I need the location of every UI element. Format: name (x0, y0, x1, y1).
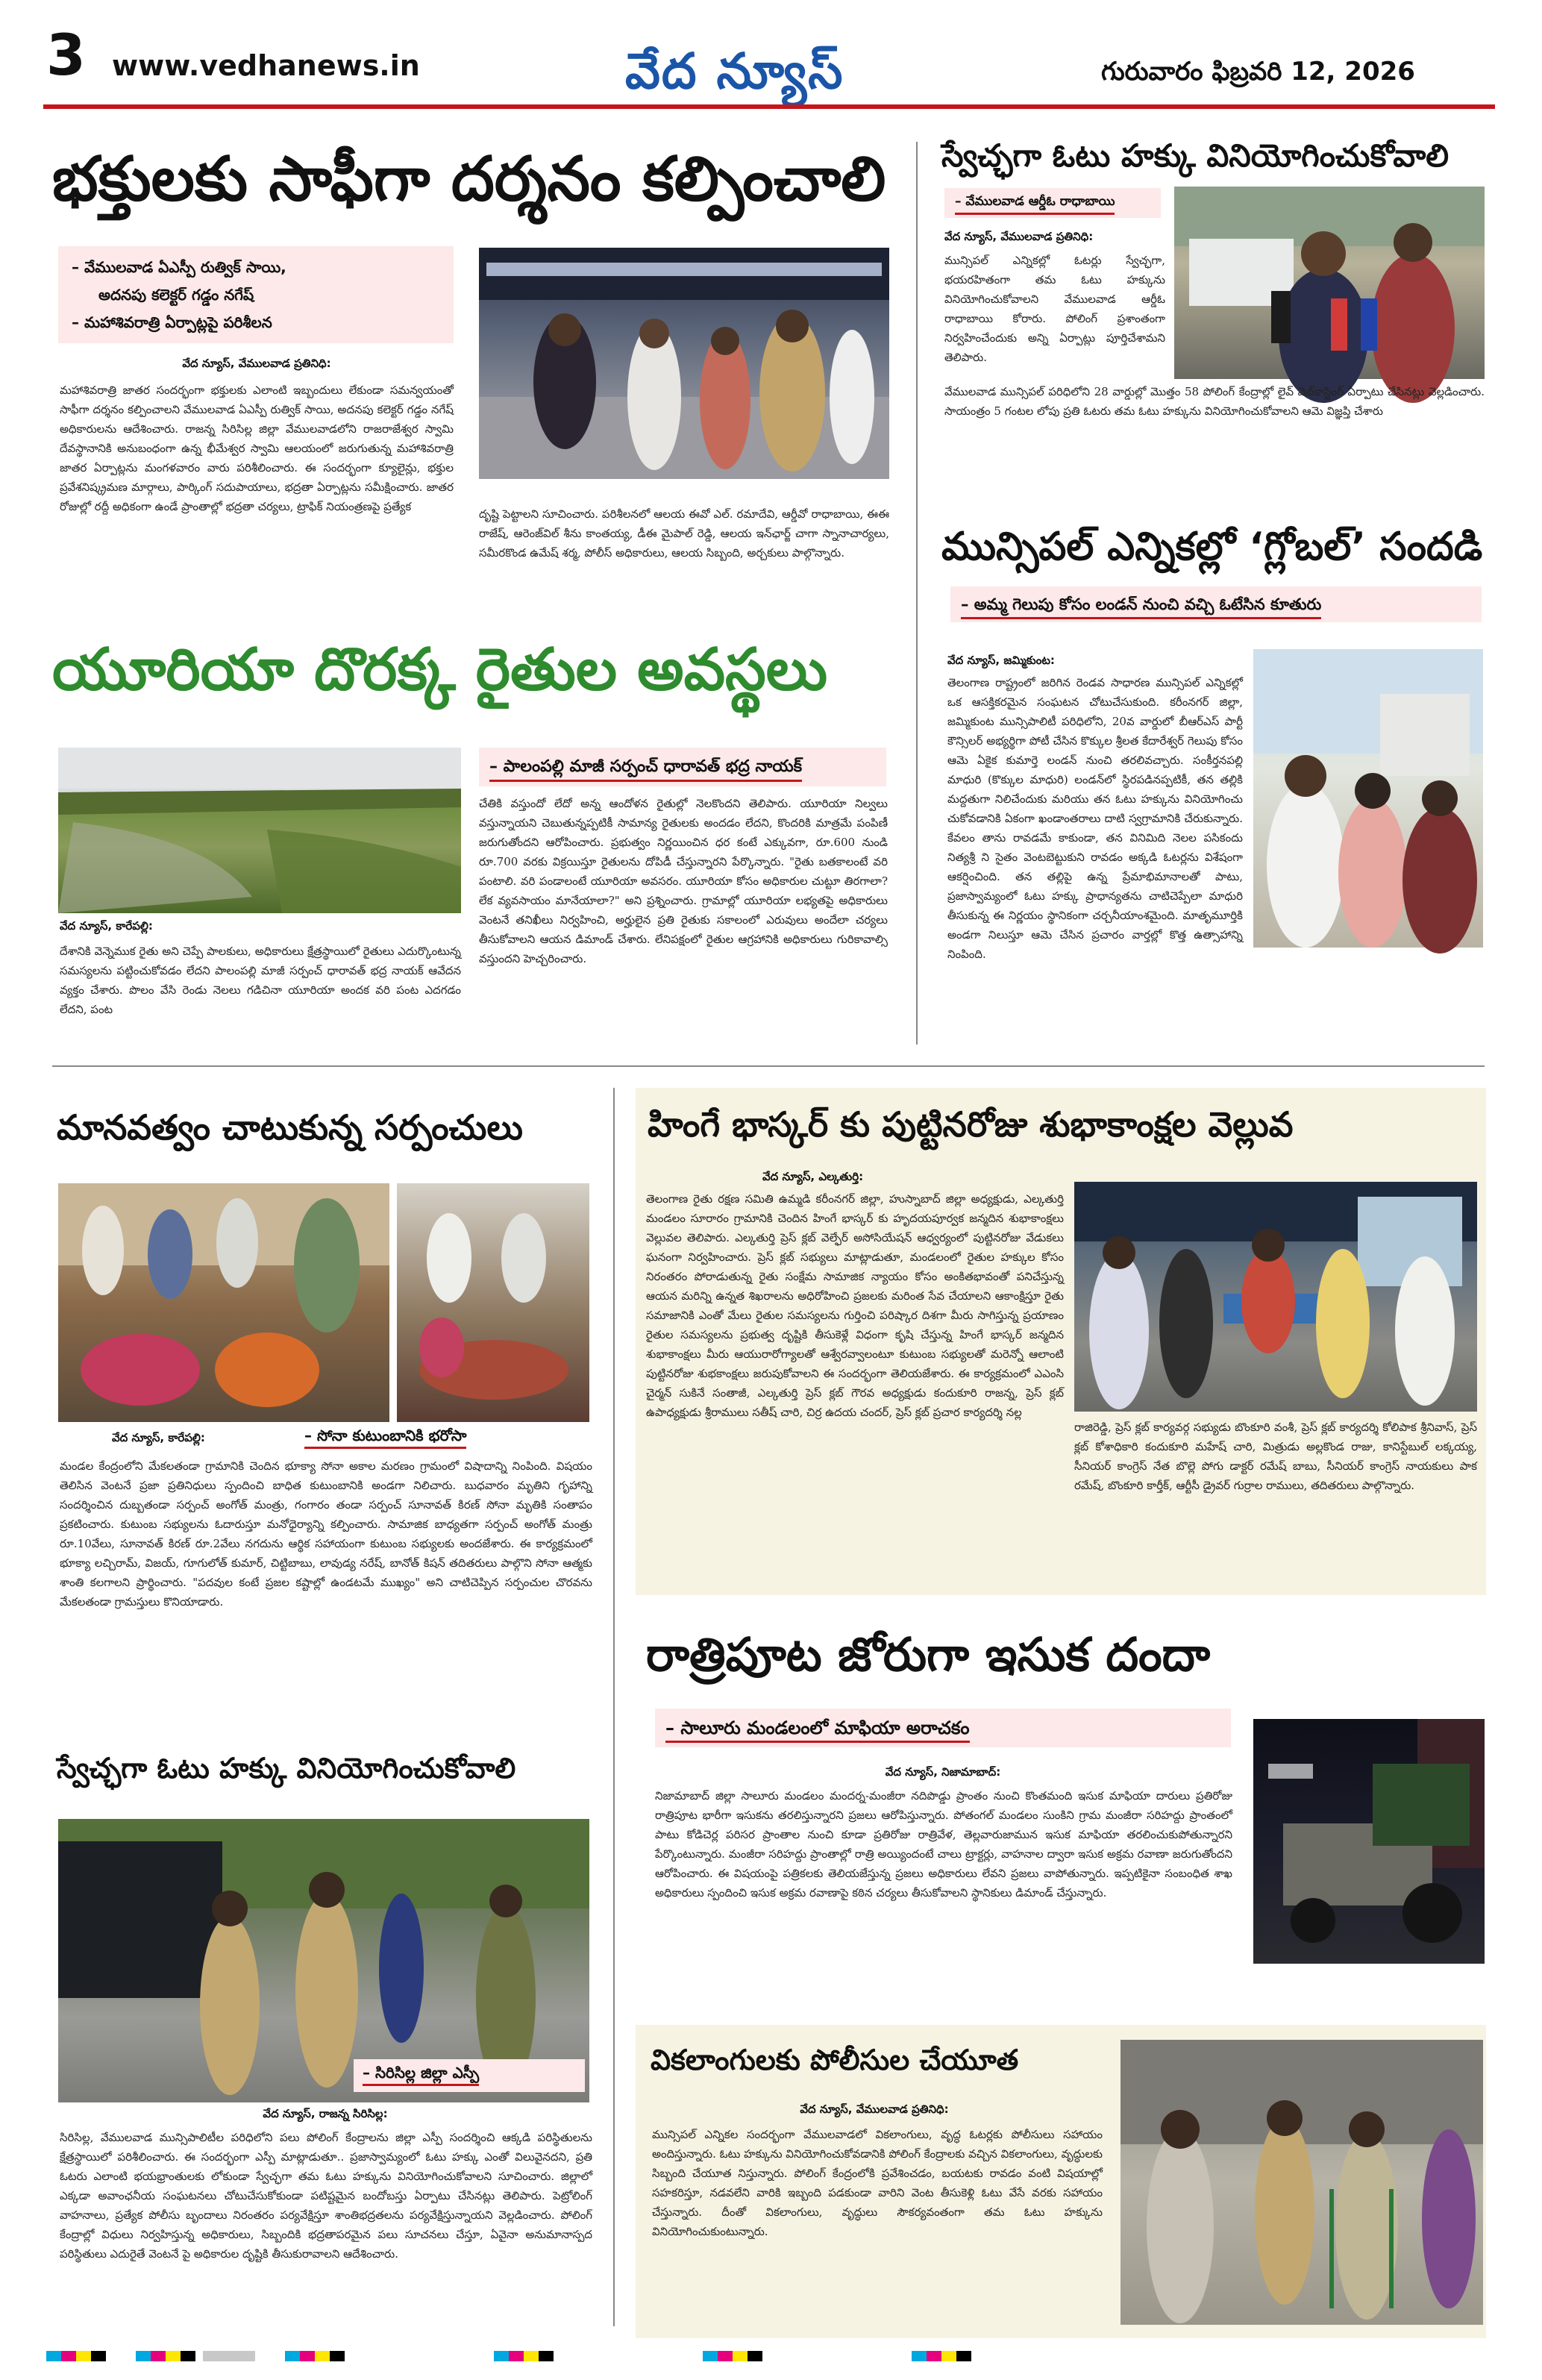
header-rule (43, 104, 1495, 109)
story3-headline: స్వేచ్ఛగా ఓటు హక్కు వినియోగించుకోవాలి (941, 137, 1449, 174)
column-divider-bottom (613, 1088, 615, 2326)
story4-subhead: – అమ్మ గెలుపు కోసం లండన్ నుంచి వచ్చి ఓటేసిన కూతురు (950, 586, 1482, 622)
story5-caption: – సోనా కుటుంబానికి భరోసా (295, 1422, 589, 1452)
story2-subhead: – పాలంపల్లి మాజీ సర్పంచ్ ధారావత్ భద్ర నాయక్ (479, 748, 886, 786)
story3-photo (1174, 187, 1485, 379)
story3-subhead: – వేములవాడ ఆర్డీఓ రాధాబాయి (944, 188, 1161, 218)
page-number: 3 (46, 22, 86, 88)
story7-subhead: – సాలూరు మండలంలో మాఫియా అరాచకం (655, 1709, 1231, 1747)
story4-body-cont (947, 942, 1483, 1024)
story7-photo (1253, 1719, 1485, 1964)
story4-dateline: వేద న్యూస్, జమ్మికుంట: (947, 654, 1055, 667)
story2-body-right: చేతికి వస్తుందో లేదో అన్న ఆందోళన రైతుల్లో నెలకొందని తెలిపారు. యూరియా నిల్వలు వస్తున్నాయని చెబుతున్నప్పటికీ సామాన్య రైతులకు అందడం లేదని, కొందరికి మాత్రమే పంపిణీ జరుగుతోందని ఆరోపించారు. ప్రభుత్వం నిర్ణయించిన ధర కంటే ఎక్కువగా, రూ.600 నుండి రూ.700 వరకు విక్రయిస్తూ రైతులను దోపిడీ చేస్తున్నారని పేర్కొన్నారు. "రైతు బతకాలంటే వరి పంటాలి. వరి పండాలంటే యూరియా అవసరం. యూరియా కోసం అధికారుల చుట్టూ తిరగాలా? లేక వ్యవసాయం మానేయాలా?" అని ప్రశ్నించారు. గ్రామాల్లో యూరియా లభ్యతపై అధికారులు వెంటనే తనిఖీలు నిర్వహించి, అర్హులైన ప్రతి రైతుకు సకాలంలో ఎరువులు అందేలా చర్యలు తీసుకోవాలని ఆయన డిమాండ్ చేశారు. లేనిపక్షంలో రైతుల ఆగ్రహానికి అధికారులు గురికావాల్సి వస్తుందని హెచ్చరించారు. (479, 797, 888, 965)
story3-dateline: వేద న్యూస్, వేములవాడ ప్రతినిధి: (944, 230, 1094, 243)
story9-headline: వికలాంగులకు పోలీసుల చేయూత (651, 2044, 1019, 2076)
story6-body: తెలంగాణ రైతు రక్షణ సమితి ఉమ్మడి కరీంనగర్ జిల్లా, హుస్నాబాద్ జిల్లా అధ్యక్షుడు, ఎల్కతుర్తి మండలం సూరారం గ్రామానికి చెందిన హింగే భాస్కర్ కు హృదయపూర్వక జన్మదిన శుభాకాంక్షలు వెల్లువల తెలిపారు. ఎల్కతుర్తి ప్రెస్ క్లబ్ వెల్ఫేర్ అసోసియేషన్ ఆధ్వర్యంలో పుట్టినరోజు వేడుకలు ఘనంగా నిర్వహించారు. ప్రెస్ క్లబ్ సభ్యులు మాట్లాడుతూ, మండలంలో రైతుల హక్కుల కోసం నిరంతరం పోరాడుతున్న రైతు సంక్షేమ సామాజిక న్యాయం కోసం అంకితభావంతో పనిచేస్తున్న ఆయన మరిన్ని ఉన్నత శిఖరాలను అధిరోహించి ప్రజలకు మరింత సేవ చేయాలని ఆకాంక్షిస్తూ రైతు సమాజానికి ఎంతో మేలు రైతుల సమస్యలను గుర్తించి పరిష్కార దిశగా మీరు సాగిస్తున్న ప్రయాణం రైతుల సమస్యలను ప్రభుత్వ దృష్టికి తీసుకెళ్లే విధంగా కృషి చేస్తున్న హింగే భాస్కర్ జన్మదిన శుభాకాంక్షలు మీరు ఆయురారోగ్యాలతో ఆశ్వేరవ్వాలంటూ కుటుంబ సభ్యులతో మరెన్నో ఆలాంటి పుట్టినరోజు శుభకాంక్షలు జరుపుకోవాలని ఈ సందర్భంగా తెలియజేశారు. ఈ కార్యక్రమంలో ఎఎంసి చైర్మన్ సుకినే సంతాజీ, ఎల్కతుర్తి ప్రెస్ క్లబ్ గౌరవ అధ్యక్షుడు కందుకూరి రాజన్న, ప్రెస్ క్లబ్ ఉపాధ్యక్షుడు శ్రీరాములు సతీష్ చారి, చిర్ర ఉదయ చందర్, ప్రెస్ క్లబ్ ప్రచార కార్యదర్శి నల్ల (646, 1192, 1064, 1419)
story8-body: సిరిసిల్ల, వేములవాడ మున్సిపాలిటీల పరిధిలోని పలు పోలింగ్ కేంద్రాలను జిల్లా ఎస్పీ సందర్శించి ఆక్కడి పరిస్థితులను క్షేత్రస్థాయిలో పరిశీలించారు. ఈ సందర్భంగా ఎస్పీ మాట్లాడుతూ.. ప్రజాస్వామ్యంలో ఓటు హక్కు ఎంతో విలువైనదని, ప్రతి ఓటరు ఎలాంటి భయభ్రాంతులకు లోకుండా స్వేచ్ఛగా తమ ఓటు హక్కును వినియోగించుకోవాలని సూచించారు. జిల్లాలో ఎక్కడా అవాంఛనీయ సంఘటనలు చోటుచేసుకోకుండా పటిష్టమైన బందోబస్తు ఏర్పాటు చేసినట్లు తెలిపారు. పెట్రోలింగ్ వాహనాలు, ప్రత్యేక పోలీసు బృందాలు నిరంతరం పర్యవేక్షిస్తూ శాంతిభద్రతలను పర్యవేక్షిస్తున్నాయని వెల్లడించారు. పోలింగ్ కేంద్రాల్లో విధులు నిర్వహిస్తున్న అధికారులు, సిబ్బందికి భద్రతాపరమైన పలు సూచనలు చేస్తూ, ఏవైనా అనుమానాస్పద పరిస్థితులు ఎదురైతే వెంటనే పై అధికారుల దృష్టికి తీసుకురావాలని ఆదేశించారు. (60, 2131, 592, 2261)
story6-body-cont: రాజిరెడ్డి, ప్రెస్ క్లబ్ కార్యవర్గ సభ్యుడు బొంకూరి వంశీ, ప్రెస్ క్లబ్ కార్యదర్శి కోలిపాక శ్రీనివాస్, ప్రెస్ క్లబ్ కోశాధికారి కందుకూరి మహేష్ చారి, మిత్రుడు అల్లకొండ రాజు, కానిస్టేబుల్ లక్కయ్య, సీనియర్ కాంగ్రెస్ నేత బొల్లె పోగు డాక్టర్ రమేష్ బాబు, సీనియర్ కాంగ్రెస్ నాయకులు పాక రమేష్, బొంకూరి కార్తీక్, ఆర్టీసీ డ్రైవర్ గుర్రాల రాములు, తదితరులు పాల్గొన్నారు. (1074, 1421, 1477, 1492)
story9-photo (1121, 2040, 1483, 2325)
story1-body-right: దృష్టి పెట్టాలని సూచించారు. పరిశీలనలో ఆలయ ఈవో ఎల్. రమాదేవి, ఆర్డీవో రాధాబాయి, ఈఈ రాజేష్, ఆరెంజ్‌విల్ శీను కాంతయ్య, డీఈ మైపాల్ రెడ్డి, ఆలయ ఇన్‌ఛార్జ్ చాగా స్నానాచార్యలు, సమీరకొండ ఉమేష్ శర్మ, పోలీస్ అధికారులు, ఆలయ సిబ్బంది, అర్చకులు పాల్గొన్నారు. (479, 507, 889, 560)
story5-headline: మానవత్వం చాటుకున్న సర్పంచులు (57, 1107, 523, 1147)
story9-body: మున్సిపల్ ఎన్నికల సందర్భంగా వేములవాడలో వికలాంగులు, వృద్ధ ఓటర్లకు పోలీసులు సహాయం అందిస్తున్నారు. ఓటు హక్కును వినియోగించుకోవడానికి పోలింగ్ కేంద్రాలకు వచ్చిన వికలాంగులు, వృద్ధులకు సిబ్బంది చేయూత నిస్తున్నారు. పోలింగ్ కేంద్రంలోకి ప్రవేశించడం, బయటకు రావడం వంటి విషయాల్లో సహకరిస్తూ, నడవలేని వారికి ఇబ్బంది పడకుండా వారిని వెంట తీసుకెళ్లి ఓటు వేసే వరకు సహాయం చేస్తున్నారు. దీంతో వికలాంగులు, వృద్ధులు సౌకర్యవంతంగా తమ ఓటు హక్కును వినియోగించుకుంటున్నారు. (652, 2128, 1103, 2238)
color-registration-bar (46, 2350, 1494, 2362)
story1-body-left: మహాశివరాత్రి జాతర సందర్భంగా భక్తులకు ఎలాంటి ఇబ్బందులు లేకుండా సమన్వయంతో సాఫీగా దర్శనం కల్పించాలని వేములవాడ ఏఎస్పీ రుత్విక్ సాయి, అదనపు కలెక్టర్ గడ్డం నగేష్ అధికారులను ఆదేశించారు. రాజన్న సిరిసిల్ల జిల్లా వేములవాడలోని రాజరాజేశ్వర స్వామి దేవస్థానానికి అనుబంధంగా ఉన్న భీమేశ్వర స్వామి ఆలయంలో జరుగుతున్న మహాశివరాత్రి జాతర ఏర్పాట్లను మంగళవారం వారు పరిశీలించారు. ఈ సందర్భంగా క్యూలైన్లు, భక్తుల ప్రవేశనిష్క్రమణ మార్గాలు, పార్కింగ్ సదుపాయాలు, భద్రతా ఏర్పాట్లను సమీక్షించారు. జాతర రోజుల్లో రద్దీ అధికంగా ఉండే ప్రాంతాల్లో భద్రతా చర్యలు, ట్రాఫిక్ నియంత్రణపై ప్రత్యేక (60, 383, 454, 513)
story1-dateline: వేద న్యూస్, వేములవాడ ప్రతినిధి: (182, 357, 331, 370)
story1-bullet: అదనపు కలెక్టర్ గడ్డం నగేష్ (98, 286, 254, 304)
story2-dateline: వేద న్యూస్, కారేపల్లి: (60, 919, 153, 933)
story7-headline: రాత్రిపూట జోరుగా ఇసుక దందా (646, 1627, 1211, 1682)
website-url[interactable]: www.vedhanews.in (112, 49, 420, 82)
issue-date: గురువారం ఫిబ్రవరి 12, 2026 (1101, 57, 1415, 87)
story8-headline: స్వేచ్ఛగా ఓటు హక్కు వినియోగించుకోవాలి (57, 1752, 516, 1785)
story4-photo (1253, 649, 1483, 948)
section-divider-middle (52, 1065, 1485, 1067)
story7-body: నిజామాబాద్ జిల్లా సాలూరు మండలం మందర్న-మంజీరా నదిపొడ్డు ప్రాంతం నుంచి కొంతమంది ఇసుక మాఫియా దారులు ప్రతిరోజు రాత్రిపూట భారీగా ఇసుకను తరలిస్తున్నారని ప్రజలు ఆరోపిస్తున్నారు. పోతంగల్ మండలం సుంకిని గ్రామ మంజీరా సరిహద్దు ప్రాంతంలో పాటు కోడిచెర్ల పరిసర ప్రాంతాల నుంచి కూడా ప్రతిరోజు రాత్రివేళ, తెల్లవారుజామున ఇసుక మాఫియా తరలించుకుపోతున్నారని పేర్కొంటున్నారు. మంజీరా సరిహద్దు ప్రాంతాల్లో రాత్రి అయ్యిందంటే చాలు ట్రాక్టర్లు, వాహనాల ద్వారా ఇసుక అక్రమ రవాణా జరుగుతోందని ఆరోపించారు. ఈ విషయంపై పత్రికలకు తెలియజేస్తున్న ప్రజలు అధికారులు లేవని ప్రజలు వాపోతున్నారు. ఇప్పటికైనా సంబంధిత శాఖ అధికారులు స్పందించి ఇసుక అక్రమ రవాణాపై కఠిన చర్యలు తీసుకోవాలని స్థానికులు డిమాండ్ చేస్తున్నారు. (655, 1789, 1232, 1900)
story7-dateline: వేద న్యూస్, నిజామాబాద్: (885, 1765, 1001, 1779)
story8-dateline: వేద న్యూస్, రాజన్న సిరిసిల్ల: (263, 2107, 388, 2120)
story3-body: మున్సిపల్ ఎన్నికల్లో ఓటర్లు స్వేచ్ఛగా, భయరహితంగా తమ ఓటు హక్కును వినియోగించుకోవాలని వేములవాడ ఆర్డీఓ రాధాబాయి కోరారు. పోలింగ్ ప్రశాంతంగా నిర్వహించేందుకు అన్ని ఏర్పాట్లు పూర్తిచేశామని తెలిపారు. (944, 254, 1165, 364)
story2-body-left: దేశానికి వెన్నెముక రైతు అని చెప్పే పాలకులు, అధికారులు క్షేత్రస్థాయిలో రైతులు ఎదుర్కొంటున్న సమస్యలను పట్టించుకోవడం లేదని పాలంపల్లి మాజీ సర్పంచ్ ధారావత్ భద్ర నాయక్ ఆవేదన వ్యక్తం చేశారు. పొలం వేసి రెండు నెలలు గడిచినా యూరియా అందక వరి పంట ఎదగడం లేదని, పంట (60, 945, 461, 1016)
story1-bullet: – మహాశివరాత్రి ఏర్పాట్లపై పరిశీలన (72, 313, 272, 331)
story3-body-full: వేములవాడ మున్సిపల్ పరిధిలోని 28 వార్డుల్లో మొత్తం 58 పోలింగ్ కేంద్రాల్లో లైవ్ వెబ్‌కాస్టింగ్ ఏర్పాటు చేసినట్లు వెల్లడించారు. సాయంత్రం 5 గంటల లోపు ప్రతి ఓటరు తమ ఓటు హక్కును వినియోగించుకోవాలని ఆమె విజ్ఞప్తి చేశారు (944, 385, 1485, 418)
story5-dateline: వేద న్యూస్, కారేపల్లి: (112, 1431, 205, 1444)
story1-bullet: – వేములవాడ ఏఎస్పీ రుత్విక్ సాయి, (72, 258, 286, 276)
story5-photo-right (397, 1183, 589, 1422)
story4-headline: మున్సిపల్ ఎన్నికల్లో ‘గ్లోబల్’ సందడి (941, 524, 1483, 569)
story1-photo (479, 248, 889, 479)
story2-headline: యూరియా దొరక్క రైతుల అవస్థలు (52, 636, 828, 704)
story2-photo (58, 748, 461, 913)
story1-headline: భక్తులకు సాఫీగా దర్శనం కల్పించాలి (52, 144, 886, 215)
story6-headline: హింగే భాస్కర్ కు పుట్టినరోజు శుభాకాంక్షల వెల్లువ (648, 1104, 1294, 1144)
story6-photo (1074, 1182, 1477, 1412)
masthead-logo: వేద న్యూస్ (625, 43, 844, 100)
story6-dateline: వేద న్యూస్, ఎల్కతుర్తి: (762, 1170, 864, 1183)
story5-body: మండల కేంద్రంలోని మేకలతండా గ్రామానికి చెందిన భూక్యా సోనా అకాల మరణం గ్రామంలో విషాదాన్ని నింపింది. విషయం తెలిసిన వెంటనే ప్రజా ప్రతినిధులు స్పందించి బాధిత కుటుంబానికి అండగా నిలిచారు. బుధవారం మృతిని గృహాన్ని సందర్శించిన దుబ్బతండా సర్పంచ్ అంగోత్ మంత్రు, గంగారం తండా సర్పంచ్ సూనావత్ కిరణ్ సోనా మృతికి సంతాపం ప్రకటించారు. కుటుంబ సభ్యులను ఓదారుస్తూ మనోధైర్యాన్ని కల్పించారు. సామాజిక బాధ్యతగా సర్పంచ్ అంగోత్ మంత్రు రూ.10వేలు, సూనావత్ కిరణ్ రూ.2వేలు నగదును ఆర్థిక సహాయంగా కుటుంబ సభ్యులకు అందజేశారు. ఈ కార్యక్రమంలో భూక్యా లచ్చిరామ్, విజయ్, గూగులోత్ కుమార్, చిట్టిబాబు, లావుడ్య నరేష్, బానోత్ కిషన్ తదితరులు పాల్గొని సోనా ఆత్మకు శాంతి కలగాలని ప్రార్థించారు. "పదవుల కంటే ప్రజల కష్టాల్లో ఉండటమే ముఖ్యం" అని చాటిచెప్పిన సర్పంచుల చొరవను మేకలతండా గ్రామస్తులు కొనియాడారు. (60, 1459, 592, 1609)
story1-highlights-box (58, 246, 454, 343)
story9-dateline: వేద న్యూస్, వేములవాడ ప్రతినిధి: (800, 2102, 949, 2116)
story5-photo-left (58, 1183, 389, 1422)
story8-caption: – సిరిసిల్ల జిల్లా ఎస్పీ (354, 2059, 585, 2092)
column-divider-top (916, 142, 918, 1045)
story4-body: తెలంగాణ రాష్ట్రంలో జరిగిన రెండవ సాధారణ మున్సిపల్ ఎన్నికల్లో ఒక ఆసక్తికరమైన సంఘటన చోటుచేసుకుంది. కరీంనగర్ జిల్లా, జమ్మికుంట మున్సిపాలిటీ పరిధిలోని, 20వ వార్డులో బీఆర్ఎస్ పార్టీ కౌన్సిలర్ అభ్యర్థిగా పోటీ చేసిన కొక్కుల శ్రీలత కేదారేశ్వర్ గెలుపు కోసం ఆమె ఏకైక కుమార్తె లండన్ నుంచి తరలివచ్చారు. సంకీర్తనపల్లి మాధురి (కొక్కుల మాధురి) లండన్‌లో స్థిరపడినప్పటికీ, తన తల్లికి మద్దతుగా నిలిచేందుకు మరియు తన ఓటు హక్కును వినియోగించు చుకోవడానికి ఏకంగా ఖండాంతరాలు దాటి స్వగ్రామానికి చేరుకున్నారు. కేవలం తాను రావడమే కాకుండా, తన వినిమిది నెలల పసికందు నిత్యశ్రీ ని సైతం వెంటబెట్టుకుని రావడం అక్కడి ఓటర్లను విశేషంగా ఆకర్షించింది. తన తల్లిపై ఉన్న ప్రేమాభిమానాలతో పాటు, ప్రజాస్వామ్యంలో ఓటు హక్కు ప్రాధాన్యతను చాటిచెప్పేలా మాధురి తీసుకున్న ఈ నిర్ణయం స్థానికంగా చర్చనీయాంశమైంది. మాతృమూర్తికి అండగా నిలుస్తూ ఆమె చేసిన ప్రచారం వార్తల్లో కొత్త ఉత్సాహాన్ని నింపింది. (947, 676, 1243, 961)
